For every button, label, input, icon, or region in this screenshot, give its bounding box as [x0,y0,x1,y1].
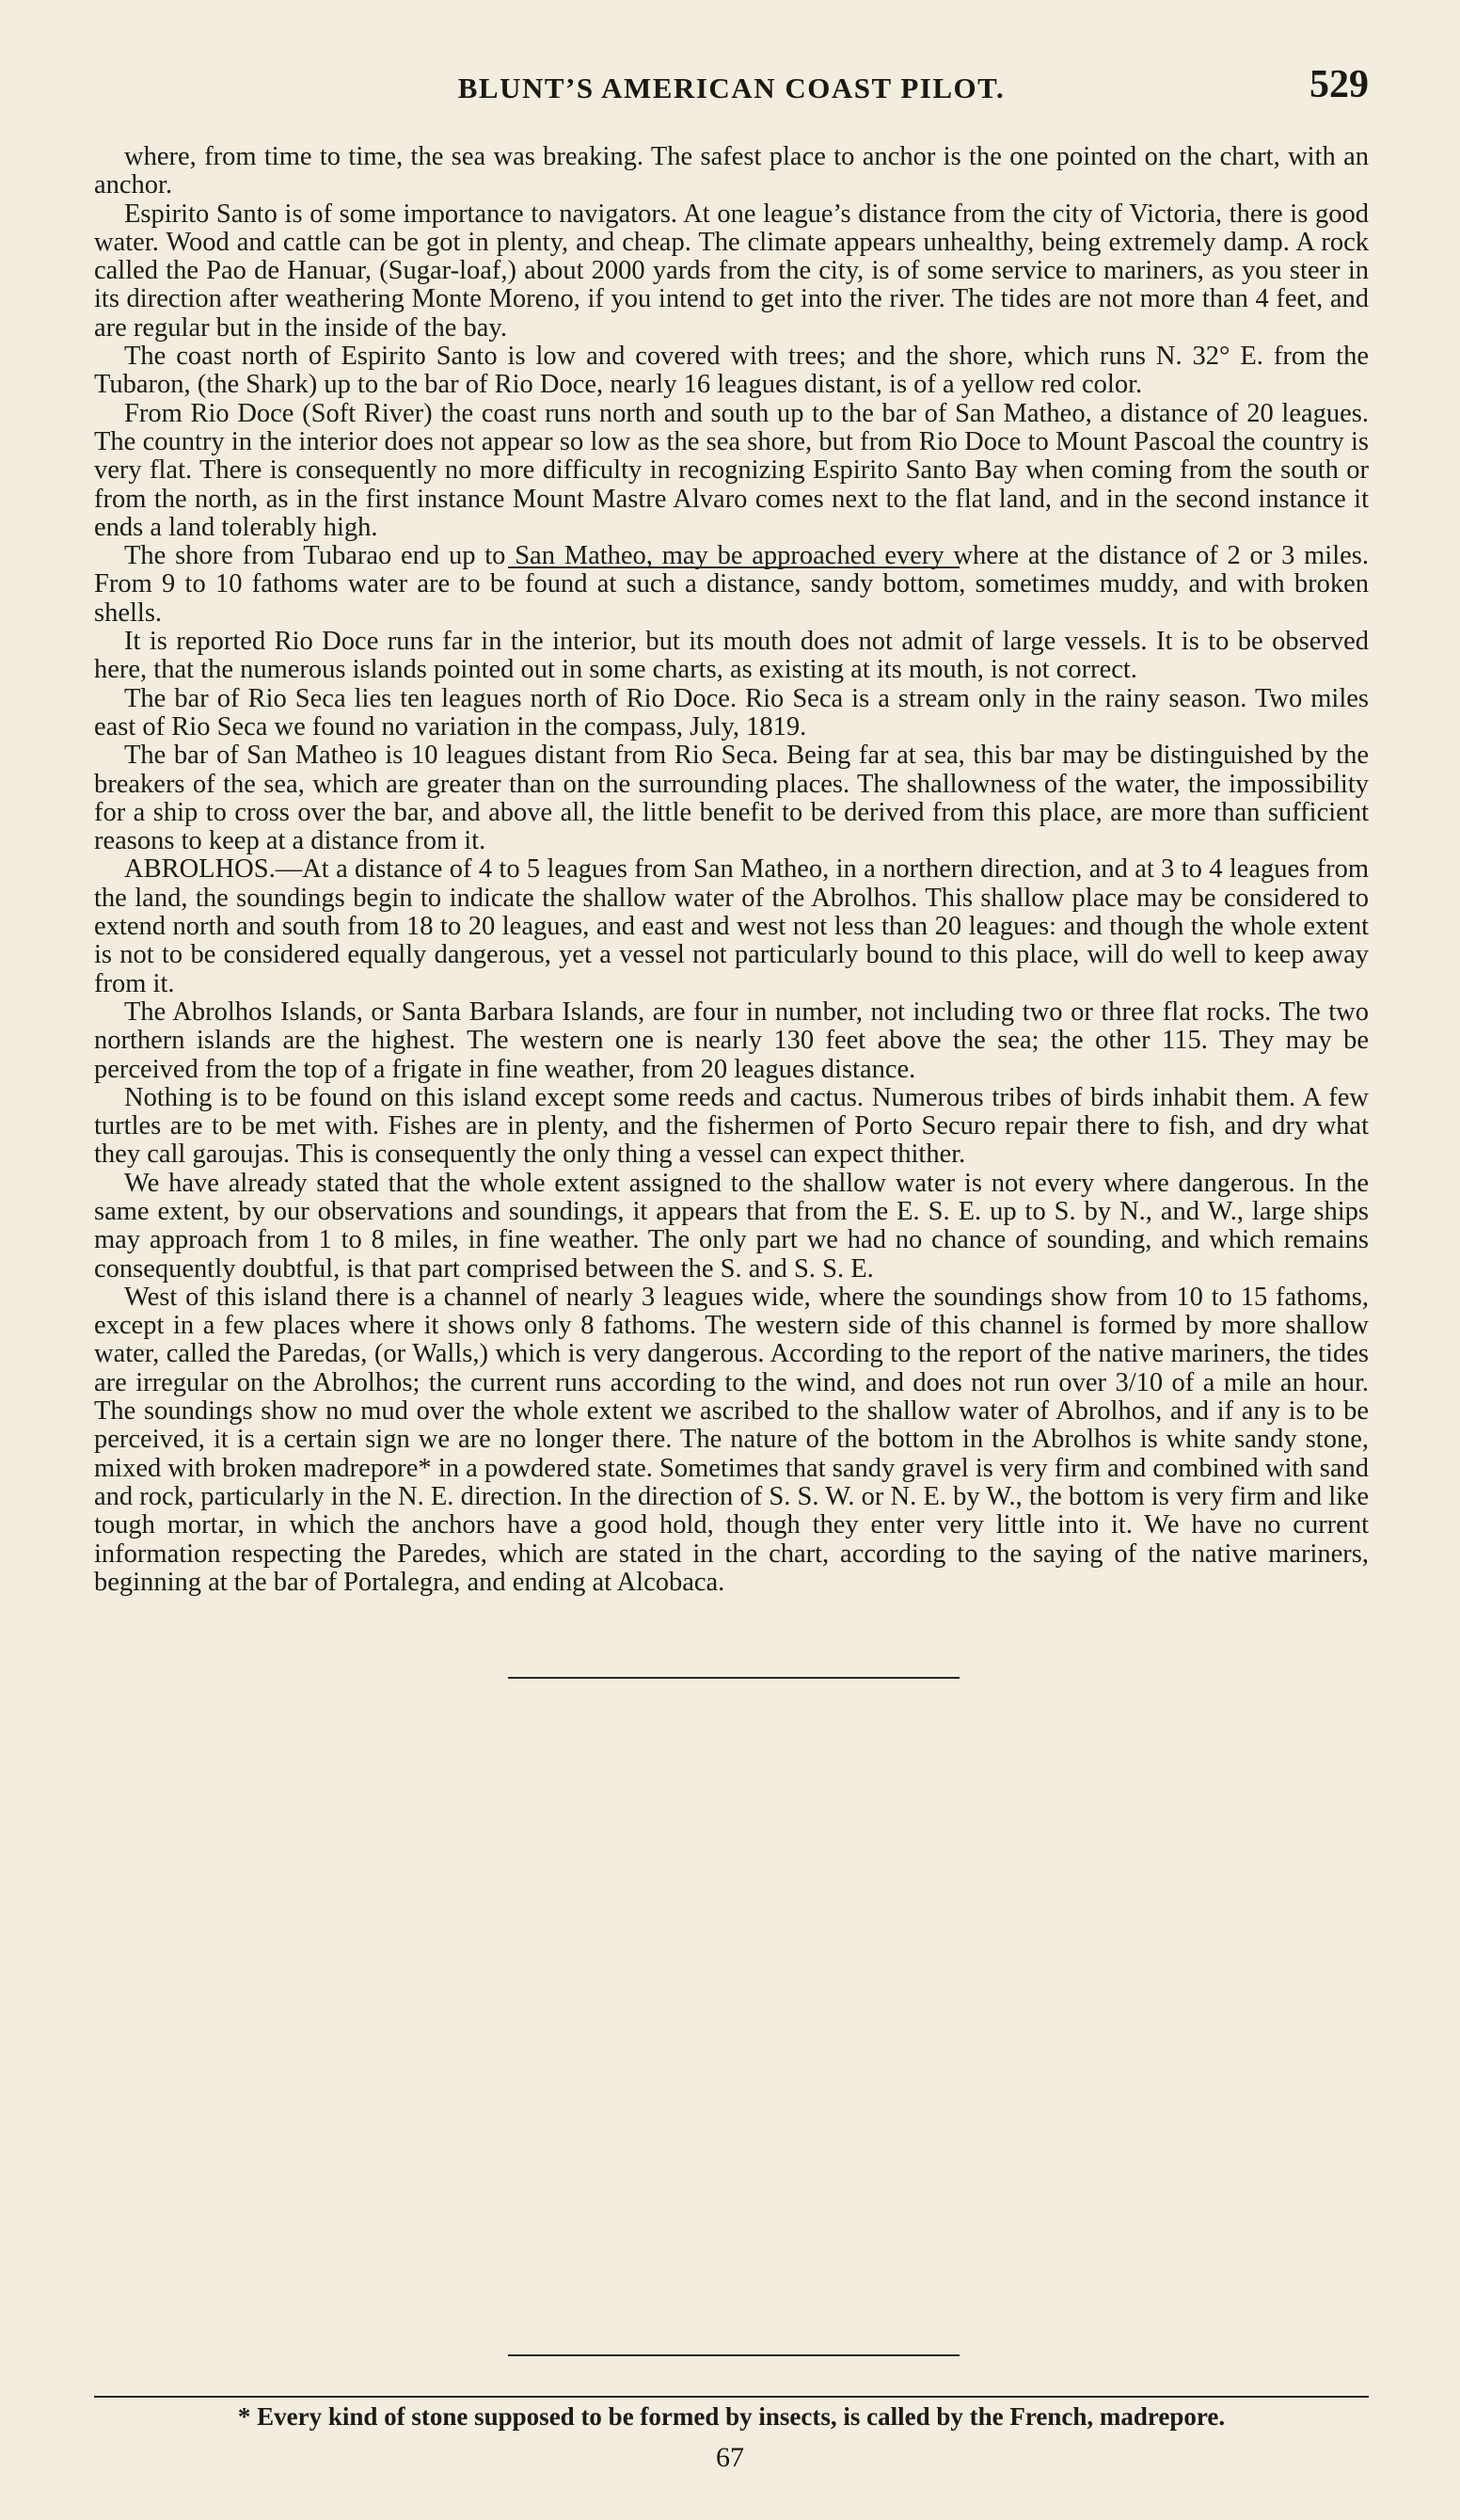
body-text [94,143,1369,1597]
paragraph: The Abrolhos Islands, or Santa Barbara Islands, are four in number, not including two or three flat rocks. The two northern islands are the highest. The western one is nearly 130 feet above the sea; the other 115. They may be perceived from the top of a frigate in fine weather, from 20 leagues distance. [94,997,1369,1084]
section-divider [508,566,960,568]
paragraph: We have already stated that the whole extent assigned to the shallow water is not every where dangerous. In the same extent, by our observations and soundings, it appears that from the E. S. E. up to S. by N., and W., large ships may approach from 1 to 8 miles, in fine weather. The only part we had no chance of sounding, and which remains consequently doubtful, is that part comprised between the S. and S. S. E. [94,1168,1369,1284]
footnote: * Every kind of stone supposed to be formed by insects, is called by the French, madrepore. [237,2402,1226,2431]
text-end-divider [508,2354,960,2356]
paragraph: The bar of Rio Seca lies ten leagues north of Rio Doce. Rio Seca is a stream only in the rainy season. Two miles east of Rio Seca we found no variation in the compass, July, 1819. [94,683,1369,742]
paragraph: Nothing is to be found on this island except some reeds and cactus. Numerous tribes of birds inhabit them. A few turtles are to be met with. Fishes are in plenty, and the fishermen of Porto Securo repair there to fish, and dry what they call garoujas. This is consequently the only thing a vessel can expect thither. [94,1082,1369,1170]
paragraph: West of this island there is a channel of nearly 3 leagues wide, where the soundings show from 10 to 15 fathoms, except in a few places where it shows only 8 fathoms. The western side of this channel is formed by more shallow water, called the Paredas, (or Walls,) which is very dangerous. According to the report of the native mariners, the tides are irregular on the Abrolhos; the current runs according to the wind, and does not run over 3/10 of a mile an hour. The soundings show no mud over the whole extent we ascribed to the shallow water of Abrolhos, and if any is to be perceived, it is a certain sign we are no longer there. The nature of the bottom in the Abrolhos is white sandy stone, mixed with broken madrepore* in a powdered state. Sometimes that sandy gravel is very firm and combined with sand and rock, particularly in the N. E. direction. In the direction of S. S. W. or N. E. by W., the bottom is very firm and like tough mortar, in which the anchors have a good hold, though they enter very little into it. We have no current information respecting the Paredes, which are stated in the chart, according to the saying of the native mariners, beginning at the bar of Portalegra, and ending at Alcobaca. [94,1282,1369,1597]
paragraph: It is reported Rio Doce runs far in the interior, but its mouth does not admit of large vessels. It is to be observed here, that the numerous islands pointed out in some charts, as existing at its mouth, is not correct. [94,627,1369,685]
paragraph: where, from time to time, the sea was breaking. The safest place to anchor is the one pointed on the chart, with an anchor. [94,142,1369,200]
page-header [94,62,1369,119]
footnote-rule [94,2396,1369,2398]
section-divider [508,1677,960,1679]
running-head: BLUNT’S AMERICAN COAST PILOT. [457,72,1006,104]
paragraph: Espirito Santo is of some importance to navigators. At one league’s distance from the city of Victoria, there is good water. Wood and cattle can be got in plenty, and cheap. The climate appears unhealthy, being extremely damp. A rock called the Pao de Hanuar, (Sugar-loaf,) about 2000 yards from the city, is of some service to mariners, as you steer in its direction after weathering Monte Moreno, if you intend to get into the river. The tides are not more than 4 feet, and are regular but in the inside of the bay. [94,199,1369,343]
signature-mark: 67 [716,2442,744,2473]
page-number: 529 [1309,63,1369,106]
paragraph: ABROLHOS.—At a distance of 4 to 5 leagues from San Matheo, in a northern direction, and at 3 to 4 leagues from the land, the soundings begin to indicate the shallow water of the Abrolhos. This shallow place may be considered to extend north and south from 18 to 20 leagues, and east and west not less than 20 leagues: and though the whole extent is not to be considered equally dangerous, yet a vessel not particularly bound to this place, will do well to keep away from it. [94,854,1369,998]
paragraph: From Rio Doce (Soft River) the coast runs north and south up to the bar of San Matheo, a distance of 20 leagues. The country in the interior does not appear so low as the sea shore, but from Rio Doce to Mount Pascoal the country is very flat. There is consequently no more difficulty in recognizing Espirito Santo Bay when coming from the south or from the north, as in the first instance Mount Mastre Alvaro comes next to the flat land, and in the second instance it ends a land tolerably high. [94,398,1369,542]
paragraph: The bar of San Matheo is 10 leagues distant from Rio Seca. Being far at sea, this bar may be distinguished by the breakers of the sea, which are greater than on the surrounding places. The shallowness of the water, the impossibility for a ship to cross over the bar, and above all, the little benefit to be derived from this place, are more than sufficient reasons to keep at a distance from it. [94,741,1369,856]
paragraph: The coast north of Espirito Santo is low and covered with trees; and the shore, which runs N. 32° E. from the Tubaron, (the Shark) up to the bar of Rio Doce, nearly 16 leagues distant, is of a yellow red color. [94,342,1369,400]
paragraph: The shore from Tubarao end up to San Matheo, may be approached every where at the distance of 2 or 3 miles. From 9 to 10 fathoms water are to be found at such a distance, sandy bottom, sometimes muddy, and with broken shells. [94,541,1369,628]
